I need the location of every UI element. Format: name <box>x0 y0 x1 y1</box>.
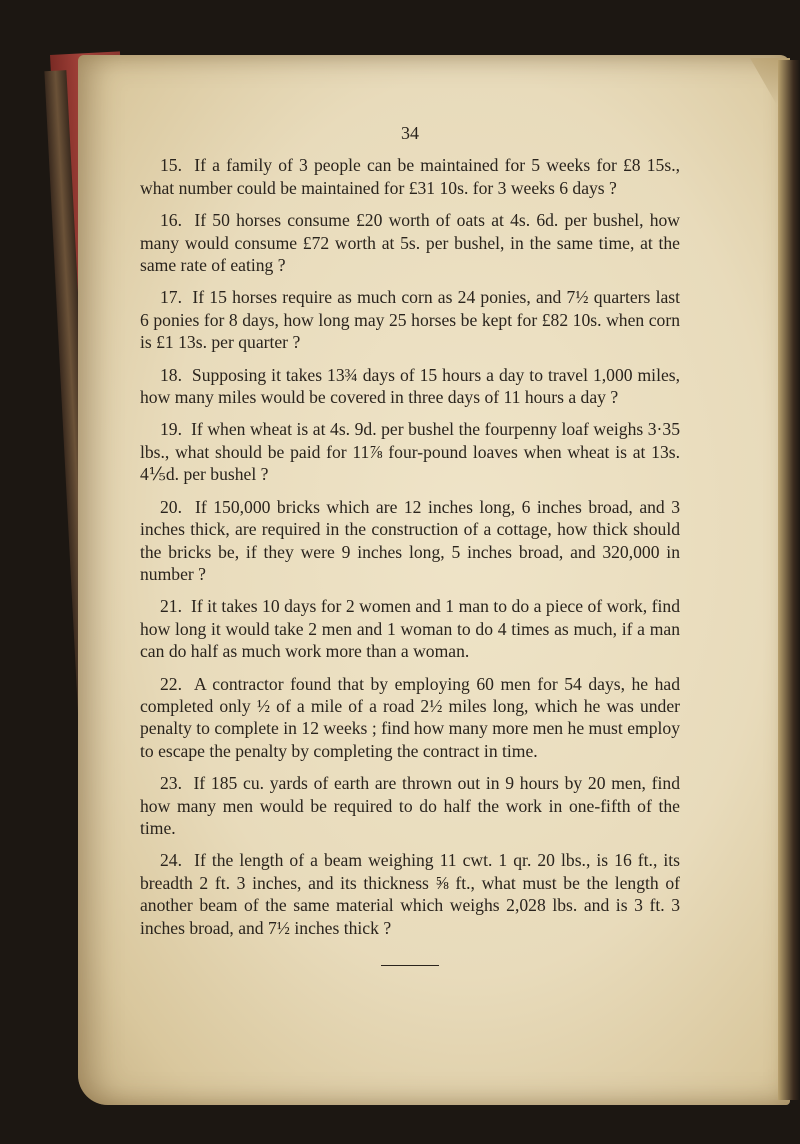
problem-23 <box>140 772 680 839</box>
problem-20 <box>140 496 680 586</box>
problem-text: If 50 horses consume £20 worth of oats at 4s. 6d. per bushel, how many would consume £72 worth at 5s. per bushel, in the same time, at the same rate of eating ? <box>140 210 680 276</box>
problem-number: 16. <box>160 210 182 231</box>
problem-24 <box>140 849 680 939</box>
problem-number: 15. <box>160 155 182 176</box>
problem-number: 18. <box>160 364 182 385</box>
problem-15 <box>140 154 680 199</box>
problem-number: 17. <box>160 287 182 308</box>
problem-text: Supposing it takes 13¾ days of 15 hours a day to travel 1,000 miles, how many miles would be covered in three days of 11 hours a day ? <box>140 364 681 408</box>
problem-number: 22. <box>160 673 182 694</box>
page-right-edge <box>778 60 800 1100</box>
problem-17 <box>140 286 680 353</box>
problem-number: 20. <box>160 496 182 517</box>
problem-text: If a family of 3 people can be maintained for 5 weeks for £8 15s., what number could be maintained for £31 10s. for 3 weeks 6 days ? <box>140 155 680 198</box>
problem-number: 21. <box>160 596 182 617</box>
page-number: 34 <box>401 123 419 143</box>
problem-number: 23. <box>160 773 182 794</box>
problem-19 <box>140 418 680 485</box>
section-divider <box>381 965 439 966</box>
problem-text: If 150,000 bricks which are 12 inches long, 6 inches broad, and 3 inches thick, are required in the construction of a cottage, how thick should the bricks be, if they were 9 inches long, 5 inches broad, and 320,000 in number ? <box>140 496 681 584</box>
problem-number: 19. <box>160 419 182 440</box>
problem-16 <box>140 209 680 276</box>
problem-text: If the length of a beam weighing 11 cwt. 1 qr. 20 lbs., is 16 ft., its breadth 2 ft. 3 inches, and its thickness ⅝ ft., what must be the length of another beam of the same material which weighs 2,028 lbs. and is 3 ft. 3 inches broad, and 7½ inches thick ? <box>140 850 681 938</box>
problem-text: If when wheat is at 4s. 9d. per bushel the fourpenny loaf weighs 3·35 lbs., what should be paid for 11⅞ four-pound loaves when wheat is at 13s. 4⅕d. per bushel ? <box>140 419 680 485</box>
problem-text: If 15 horses require as much corn as 24 ponies, and 7½ quarters last 6 ponies for 8 days, how long may 25 horses be kept for £82 10s. when corn is £1 13s. per quarter ? <box>140 287 681 353</box>
problem-text: If 185 cu. yards of earth are thrown out in 9 hours by 20 men, find how many men would be required to do half the work in one-fifth of the time. <box>140 773 680 838</box>
problem-text: A contractor found that by employing 60 men for 54 days, he had completed only ½ of a mile of a road 2½ miles long, which he was under penalty to complete in 12 weeks ; find how many more men he must employ to escape the penalty by completing the contract in time. <box>140 673 680 761</box>
problem-22 <box>140 673 680 763</box>
page-content <box>140 122 680 966</box>
problem-text: If it takes 10 days for 2 women and 1 man to do a piece of work, find how long it would take 2 men and 1 woman to do 4 times as much, if a man can do half as much work more than a woman. <box>140 596 681 662</box>
problem-number: 24. <box>160 850 182 871</box>
problem-18 <box>140 364 680 409</box>
problem-21 <box>140 595 680 662</box>
